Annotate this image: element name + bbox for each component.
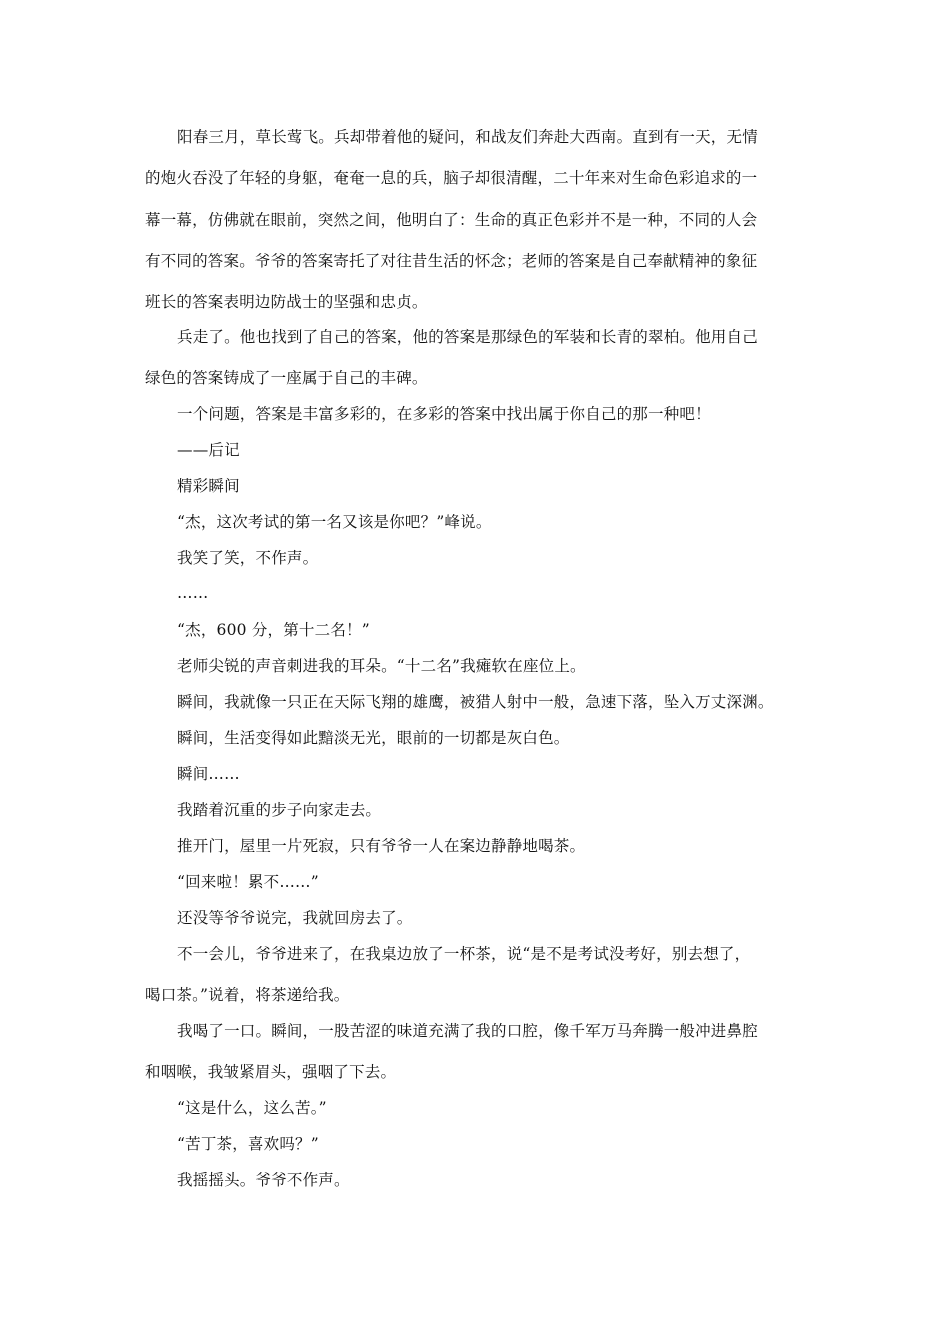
paragraph-line: 推开门，屋里一片死寂，只有爷爷一人在案边静静地喝茶。 — [177, 837, 586, 855]
paragraph-line: 老师尖锐的声音刺进我的耳朵。“十二名”我瘫软在座位上。 — [177, 657, 586, 675]
paragraph-line: 我喝了一口。瞬间，一股苦涩的味道充满了我的口腔，像千军万马奔腾一般冲进鼻腔 — [177, 1022, 758, 1040]
paragraph-line: 有不同的答案。爷爷的答案寄托了对往昔生活的怀念；老师的答案是自己奉献精神的象征 — [145, 252, 758, 270]
paragraph-line: 我摇摇头。爷爷不作声。 — [177, 1171, 350, 1189]
paragraph-line: “杰，这次考试的第一名又该是你吧？”峰说。 — [177, 513, 492, 531]
paragraph-line: 瞬间，生活变得如此黯淡无光，眼前的一切都是灰白色。 — [177, 729, 570, 747]
paragraph-line: 瞬间，我就像一只正在天际飞翔的雄鹰，被猎人射中一般，急速下落，坠入万丈深渊。 — [177, 693, 774, 711]
paragraph-line: “回来啦！累不……” — [177, 873, 319, 891]
paragraph-line: 和咽喉，我皱紧眉头，强咽了下去。 — [145, 1063, 397, 1081]
ellipsis-line: …… — [177, 584, 209, 602]
paragraph-line: 我踏着沉重的步子向家走去。 — [177, 801, 382, 819]
paragraph-line: 还没等爷爷说完，我就回房去了。 — [177, 909, 413, 927]
paragraph-line: 班长的答案表明边防战士的坚强和忠贞。 — [145, 293, 428, 311]
section-title: 精彩瞬间 — [177, 477, 240, 495]
paragraph-line: 的炮火吞没了年轻的身躯，奄奄一息的兵，脑子却很清醒，二十年来对生命色彩追求的一 — [145, 169, 758, 187]
paragraph-line: 兵走了。他也找到了自己的答案，他的答案是那绿色的军装和长青的翠柏。他用自己 — [177, 328, 758, 346]
paragraph-line: 喝口茶。”说着，将茶递给我。 — [145, 986, 350, 1004]
paragraph-line: 绿色的答案铸成了一座属于自己的丰碑。 — [145, 369, 428, 387]
paragraph-line: “杰，600 分，第十二名！” — [177, 621, 370, 639]
paragraph-line: 阳春三月，草长莺飞。兵却带着他的疑问，和战友们奔赴大西南。直到有一天，无情 — [177, 128, 758, 146]
paragraph-line: 瞬间…… — [177, 765, 240, 783]
paragraph-line: 一个问题，答案是丰富多彩的，在多彩的答案中找出属于你自己的那一种吧！ — [177, 405, 711, 423]
afterword-label: ——后记 — [177, 441, 240, 459]
paragraph-line: 幕一幕，仿佛就在眼前，突然之间，他明白了：生命的真正色彩并不是一种，不同的人会 — [145, 211, 758, 229]
paragraph-line: 不一会儿，爷爷进来了，在我桌边放了一杯茶，说“是不是考试没考好，别去想了， — [177, 945, 751, 963]
paragraph-line: 我笑了笑，不作声。 — [177, 549, 319, 567]
paragraph-line: “这是什么，这么苦。” — [177, 1099, 327, 1117]
paragraph-line: “苦丁茶，喜欢吗？” — [177, 1135, 319, 1153]
